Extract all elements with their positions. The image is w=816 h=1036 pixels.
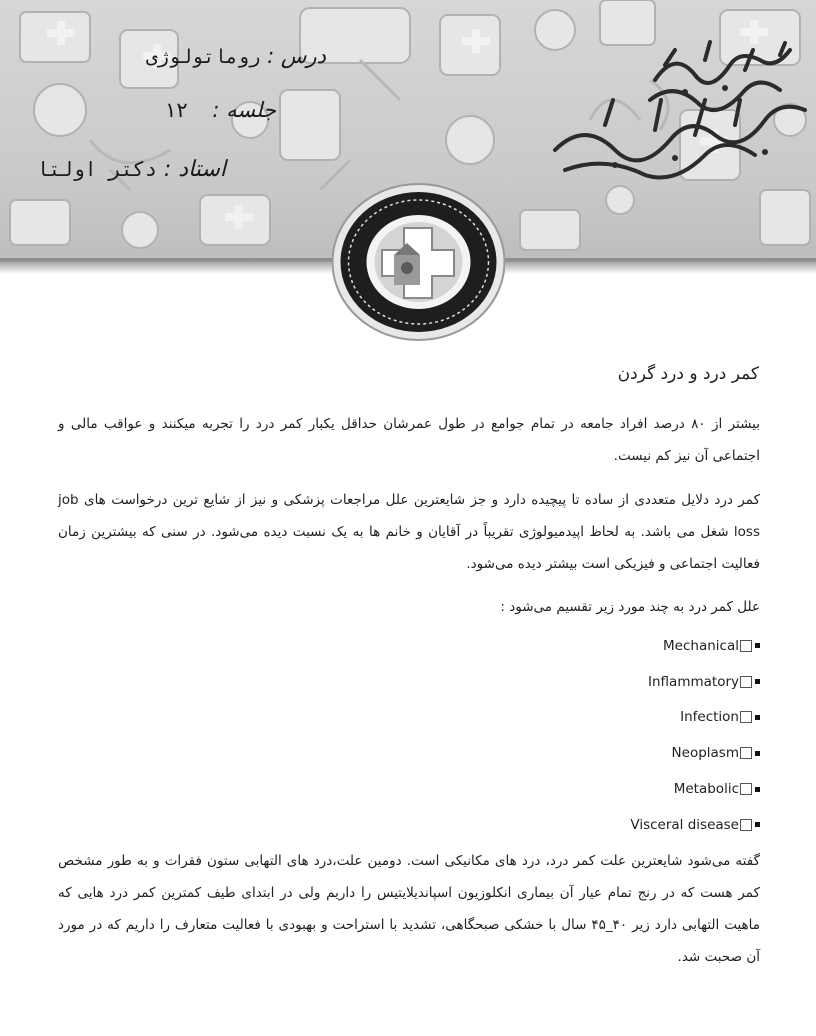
cause-label: Neoplasm	[671, 745, 739, 762]
bullet-icon	[755, 679, 760, 684]
cause-label: Visceral disease	[630, 816, 739, 833]
checkbox-glyph-icon	[740, 783, 752, 795]
session-line	[165, 98, 276, 122]
list-item	[460, 771, 760, 807]
teacher-value: دکتر اولتا	[36, 157, 157, 181]
list-item	[460, 628, 760, 664]
list-item	[460, 700, 760, 736]
checkbox-glyph-icon	[740, 640, 752, 652]
list-item	[460, 735, 760, 771]
session-label: جلسه :	[212, 98, 276, 122]
causes-list	[460, 628, 760, 843]
university-seal-logo	[332, 183, 505, 341]
bullet-icon	[755, 787, 760, 792]
list-item	[460, 664, 760, 700]
paragraph-intro: بیشتر از ۸۰ درصد افراد جامعه در تمام جوامع در طول عمرشان حداقل یکبار کمر درد را تجربه میکنند و عواقب مالی و اجتماعی آن نیز کم نیست.	[58, 416, 761, 464]
bullet-icon	[755, 715, 760, 720]
teacher-label: استاد :	[163, 157, 226, 182]
checkbox-glyph-icon	[740, 711, 752, 723]
bullet-icon	[755, 643, 760, 648]
section-title: کمر درد و درد گردن	[617, 364, 759, 384]
list-item	[460, 807, 760, 843]
checkbox-glyph-icon	[740, 819, 752, 831]
bullet-icon	[755, 751, 760, 756]
checkbox-glyph-icon	[740, 676, 752, 688]
session-value: ۱۲	[165, 98, 188, 122]
cause-label: Metabolic	[673, 781, 739, 798]
calligraphy-logo	[545, 40, 815, 190]
paragraph-causes-heading: علل کمر درد به چند مورد زیر تقسیم می‌شود :	[500, 599, 760, 615]
cause-label: Inflammatory	[648, 673, 739, 690]
course-value: روماتولوژی	[146, 46, 261, 68]
paragraph-inflammatory: گفته می‌شود شایعترین علت کمر درد، درد های مکانیکی است. دومین علت،درد های التهابی ستون فقرات و به طور مشخص کمر هست که در رنج تمام عیار آن بیماری انکلوزیون اسپاندیلایتیس را داریم ولی در ابتدای طیف کمترین کمر درد هایی که ماهیت التهابی دارد زیر ۴۰_۴۵ سال با خشکی صبحگاهی، تشدید با استراحت و بهبودی با فعالیت متعارف را داریم که در مورد آن صحبت شد.	[58, 853, 760, 965]
course-label: درس :	[267, 44, 326, 68]
cause-label: Infection	[680, 709, 739, 726]
paragraph-causes-overview: کمر درد دلایل متعددی از ساده تا پیچیده دارد و جز شایعترین علل مراجعات پزشکی و نیز از شایع ترین درخواست های job loss شغل می باشد. به لحاظ اپیدمیولوژی تقریباً در آقایان و خانم ها به یک نسبت دیده می‌شود. در سنی که بیشترین زمان فعالیت اجتماعی و فیزیکی است بیشتر دیده می‌شود.	[58, 492, 760, 572]
bullet-icon	[755, 822, 760, 827]
checkbox-glyph-icon	[740, 747, 752, 759]
cause-label: Mechanical	[663, 637, 739, 654]
teacher-line	[36, 157, 226, 182]
course-line	[146, 44, 326, 68]
